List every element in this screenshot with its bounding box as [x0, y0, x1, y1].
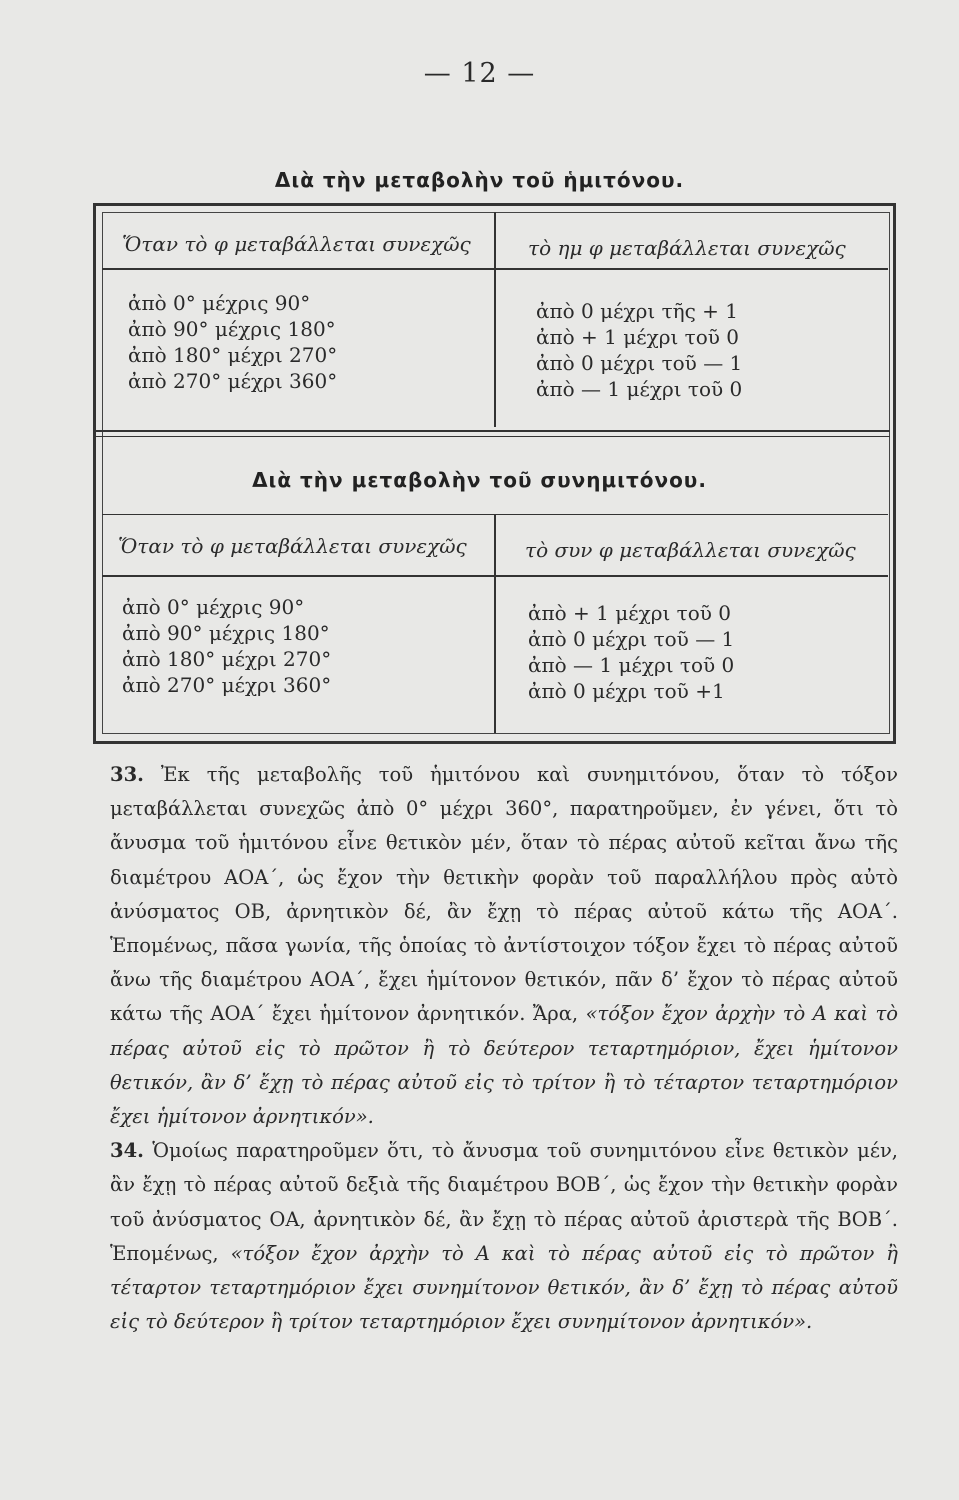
sine-right-row: ἀπὸ — 1 μέχρι τοῦ 0: [536, 377, 743, 401]
cosine-right-row: ἀπὸ 0 μέχρι τοῦ +1: [528, 679, 725, 703]
sine-right-header: τὸ ημ φ μεταβάλλεται συνεχῶς: [528, 236, 846, 260]
paragraph-33: [78, 758, 898, 1134]
paragraph-number: 33.: [110, 763, 144, 786]
paragraph-number: 34.: [110, 1139, 144, 1163]
page-number: — 12 —: [423, 58, 536, 89]
sine-column-divider: [494, 212, 496, 427]
paragraph-text: Ὁμοίως παρατηροῦμεν ὅτι, τὸ ἄνυσμα τοῦ συνημιτόνου εἶνε θετικὸν μέν, ἂν ἔχῃ τὸ πέρας αὐτοῦ δεξιὰ τῆς διαμέτρου ΒΟΒ΄, ὡς ἔχον τὴν θετικὴν φορὰν τοῦ ἀνύσματος ΟΑ, ἀρνητικὸν δέ, ἂν ἔχῃ τὸ πέρας αὐτοῦ ἀριστερὰ τῆς ΒΟΒ΄. Ἑπομένως,: [110, 1139, 898, 1265]
paragraph-quote: «τόξον ἔχον ἀρχὴν τὸ Α καὶ τὸ πέρας αὐτοῦ εἰς τὸ πρῶτον ἢ τὸ δεύτερον τεταρτημόριον, ἔχει ἡμίτονον θετικόν, ἂν δ’ ἔχῃ τὸ πέρας αὐτοῦ εἰς τὸ τρίτον ἢ τὸ τέταρτον τεταρτημόριον ἔχει ἡμίτονον ἀρνητικόν».: [110, 1002, 898, 1129]
cosine-right-row: ἀπὸ — 1 μέχρι τοῦ 0: [528, 653, 735, 677]
cosine-left-header: Ὅταν τὸ φ μεταβάλλεται συνεχῶς: [118, 534, 467, 558]
cosine-left-row: ἀπὸ 180° μέχρι 270°: [122, 647, 332, 671]
cosine-right-row: ἀπὸ 0 μέχρι τοῦ — 1: [528, 627, 735, 651]
sine-left-rows: [128, 290, 337, 394]
cosine-right-header: τὸ συν φ μεταβάλλεται συνεχῶς: [525, 538, 856, 562]
sine-left-header: Ὅταν τὸ φ μεταβάλλεται συνεχῶς: [122, 232, 471, 256]
sine-table-heading: Διὰ τὴν μεταβολὴν τοῦ ἡμιτόνου.: [274, 168, 685, 192]
paragraph-quote: «τόξον ἔχον ἀρχὴν τὸ Α καὶ τὸ πέρας αὐτοῦ εἰς τὸ πρῶτον ἢ τέταρτον τεταρτημόριον ἔχει συνημίτονον θετικόν, ἂν δ’ ἔχῃ τὸ πέρας αὐτοῦ εἰς τὸ δεύτερον ἢ τρίτον τεταρτημόριον ἔχει συνημίτονον ἀρνητικόν».: [110, 1241, 898, 1334]
sine-left-row: ἀπὸ 180° μέχρι 270°: [128, 343, 338, 367]
sine-left-row: ἀπὸ 0° μέχρις 90°: [128, 291, 311, 315]
sine-right-rows: [536, 298, 742, 402]
body-text: [78, 758, 898, 1339]
cosine-left-row: ἀπὸ 270° μέχρι 360°: [122, 673, 332, 697]
sine-left-row: ἀπὸ 270° μέχρι 360°: [128, 369, 338, 393]
sine-table-bottom-rule-2: [93, 436, 890, 437]
sine-left-row: ἀπὸ 90° μέχρις 180°: [128, 317, 336, 341]
sine-table-bottom-rule: [93, 430, 890, 432]
cosine-left-rows: [122, 594, 331, 698]
cosine-left-row: ἀπὸ 0° μέχρις 90°: [122, 595, 305, 619]
cosine-left-row: ἀπὸ 90° μέχρις 180°: [122, 621, 330, 645]
sine-right-row: ἀπὸ 0 μέχρι τοῦ — 1: [536, 351, 743, 375]
cosine-right-rows: [528, 600, 734, 704]
paragraph-text: Ἐκ τῆς μεταβολῆς τοῦ ἡμιτόνου καὶ συνημιτόνου, ὅταν τὸ τόξον μεταβάλλεται συνεχῶς ἀπὸ 0° μέχρι 360°, παρατηροῦμεν, ἐν γένει, ὅτι τὸ ἄνυσμα τοῦ ἡμιτόνου εἶνε θετικὸν μέν, ὅταν τὸ πέρας αὐτοῦ κεῖται ἄνω τῆς διαμέτρου ΑΟΑ΄, ὡς ἔχον τὴν θετικὴν φορὰν τοῦ παραλλήλου πρὸς αὐτὸ ἀνύσματος ΟΒ, ἀρνητικὸν δέ, ἂν ἔχῃ τὸ πέρας αὐτοῦ κάτω τῆς ΑΟΑ΄. Ἑπομένως, πᾶσα γωνία, τῆς ὁποίας τὸ ἀντίστοιχον τόξον ἔχει τὸ πέρας αὐτοῦ ἄνω τῆς διαμέτρου ΑΟΑ΄, ἔχει ἡμίτονον θετικόν, πᾶν δ’ ἔχον τὸ πέρας αὐτοῦ κάτω τῆς ΑΟΑ΄ ἔχει ἡμίτονον ἀρνητικόν. Ἄρα,: [110, 763, 898, 1026]
cosine-column-divider: [494, 515, 496, 733]
paragraph-34: [78, 1134, 898, 1339]
cosine-right-row: ἀπὸ + 1 μέχρι τοῦ 0: [528, 601, 732, 625]
sine-right-row: ἀπὸ 0 μέχρι τῆς + 1: [536, 299, 739, 323]
sine-right-row: ἀπὸ + 1 μέχρι τοῦ 0: [536, 325, 740, 349]
cosine-table-heading: Διὰ τὴν μεταβολὴν τοῦ συνημιτόνου.: [252, 468, 707, 492]
